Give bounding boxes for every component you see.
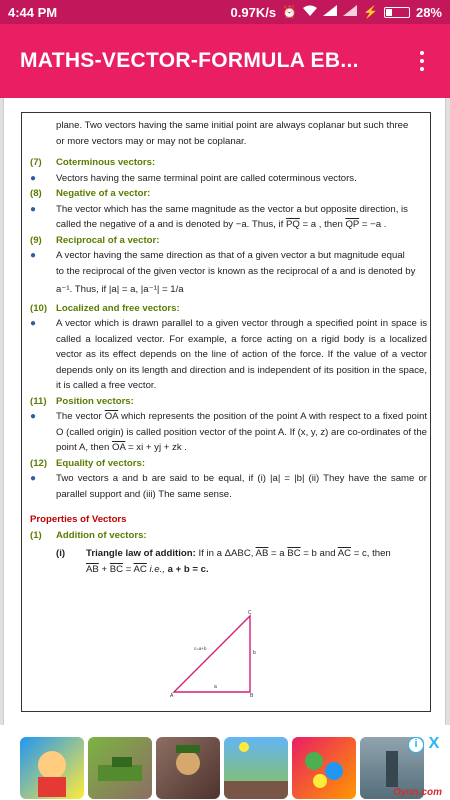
ad-game-tile-5[interactable] <box>292 737 356 799</box>
section-text: Vectors having the same terminal point are called coterminous vectors. <box>56 172 357 184</box>
document-viewer[interactable] <box>0 98 450 725</box>
battery-icon <box>384 7 410 18</box>
sub-item-text: Triangle law of addition: If in a ΔABC, $\overline{AB} = a$ $\overline{BC} = b$ and $\overline{AC} = c$, then <box>86 548 391 559</box>
intro-line-2: or more vectors may or may not be coplanar. <box>56 135 247 147</box>
section-heading: Coterminous vectors: <box>56 157 156 168</box>
section-text: called the negative of a and is denoted by −a. Thus, if $\overline{PQ} = a$ , then $\overline{QP} = -a$ . <box>56 219 387 230</box>
section-number: (8) <box>30 188 42 199</box>
label-c-top: C <box>248 610 252 616</box>
label-B: B <box>250 693 254 698</box>
label-hypotenuse: c=a+b <box>194 646 207 651</box>
ad-banner[interactable] <box>0 725 450 800</box>
alarm-icon: ⏰ <box>282 5 298 19</box>
ad-game-tile-2[interactable] <box>88 737 152 799</box>
section-number: (12) <box>30 457 48 469</box>
network-speed: 0.97K/s <box>230 4 277 20</box>
wifi-icon <box>303 5 317 19</box>
section-heading: Negative of a vector: <box>56 188 151 199</box>
ad-close-button[interactable]: X <box>426 735 442 753</box>
triangle-diagram <box>164 608 284 698</box>
app-title: MATHS-VECTOR-FORMULA EB... <box>20 49 359 72</box>
status-bar <box>0 0 450 24</box>
bullet-icon: ● <box>30 250 37 261</box>
ad-info-icon[interactable]: i <box>408 737 424 753</box>
bullet-icon: ● <box>30 318 37 329</box>
bullet-icon: ● <box>30 203 37 215</box>
overflow-menu-icon[interactable] <box>402 41 442 81</box>
document-content <box>30 118 427 577</box>
section-heading: Localized and free vectors: <box>56 302 180 314</box>
label-a: a <box>214 684 217 690</box>
sub-item-text-2: $\overline{AB} + \overline{BC} = \overline{AC}$ i.e., a + b = c. <box>86 563 209 575</box>
intro-line-1: plane. Two vectors having the same initial point are always coplanar but such three <box>56 120 409 131</box>
section-formula: a⁻¹. Thus, if |a| = a, |a⁻¹| = 1/a <box>56 284 184 295</box>
sub-item-number: (i) <box>56 548 66 559</box>
battery-percent: 28% <box>415 4 442 20</box>
section-text: A vector which is drawn parallel to a given vector through a specified point in space is called a localized vector. For example, a force acting on a rigid body is a localized vector as its effect depends on the line of action of the force. If the value of a vector depends only on its length and direction and is independent of its position in the space, it is called a free vector. <box>56 318 427 391</box>
bullet-icon: ● <box>30 473 37 484</box>
section-heading: Reciprocal of a vector: <box>56 234 160 246</box>
section-number: (7) <box>30 157 42 168</box>
status-time: 4:44 PM <box>8 4 58 20</box>
bullet-icon: ● <box>30 411 37 422</box>
section-heading: Addition of vectors: <box>56 529 147 541</box>
section-text: A vector having the same direction as that of a given vector a but magnitude equal <box>56 250 405 261</box>
section-text: The vector $\overline{OA}$ which represents the position of the point A with respect to a fixed point O (called origin) is called position vector of the point A. If (x, y, z) are co-ordinates of the point A, then $\overline{OA}$ = xi + yj + zk . <box>56 411 427 453</box>
ad-game-tile-4[interactable] <box>224 737 288 799</box>
ad-brand-label: Oyun.com <box>393 787 442 798</box>
charging-icon: ⚡ <box>363 5 378 19</box>
section-text: to the reciprocal of the given vector is known as the reciprocal of a and is denoted by <box>56 265 416 277</box>
section-text: The vector which has the same magnitude as the vector a but opposite direction, is <box>56 203 408 215</box>
bullet-icon: ● <box>30 172 37 184</box>
section-heading: Position vectors: <box>56 395 134 407</box>
section-number: (11) <box>30 395 47 407</box>
section-number: (9) <box>30 234 42 246</box>
signal-icon-2 <box>343 5 357 19</box>
triangle-shape <box>174 616 250 692</box>
signal-icon <box>323 5 337 19</box>
label-A: A <box>170 693 174 698</box>
ad-game-tile-3[interactable] <box>156 737 220 799</box>
section-heading: Equality of vectors: <box>56 457 146 469</box>
app-bar <box>0 24 450 98</box>
ad-game-tile-1[interactable] <box>20 737 84 799</box>
document-page <box>3 98 446 725</box>
section-text: Two vectors a and b are said to be equal, if (i) |a| = |b| (ii) They have the same or parallel support and (iii) The same sense. <box>56 473 427 500</box>
section-number: (10) <box>30 302 48 314</box>
properties-title: Properties of Vectors <box>30 514 127 525</box>
section-number: (1) <box>30 529 42 541</box>
label-b: b <box>253 650 256 656</box>
